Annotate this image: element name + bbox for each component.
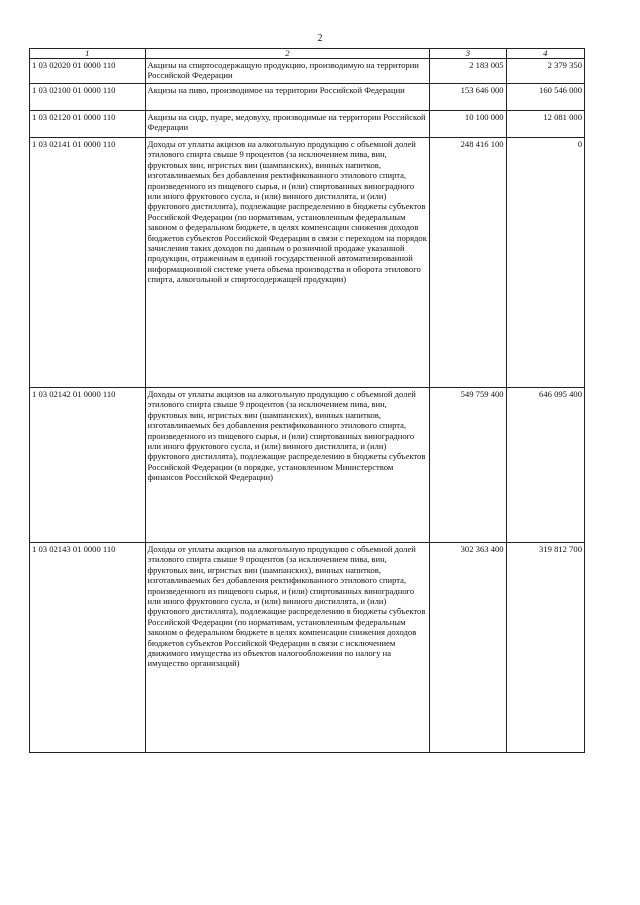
- row-value-1: 10 100 000: [430, 111, 506, 138]
- row-description: Акцизы на спиртосодержащую продукцию, производимую на территории Российской Федерации: [145, 59, 430, 84]
- table-row: [30, 543, 585, 753]
- row-code: 1 03 02142 01 0000 110: [30, 388, 146, 543]
- row-value-1: 248 416 100: [430, 138, 506, 388]
- table-row: [30, 111, 585, 138]
- row-value-2: 319 812 700: [506, 543, 584, 753]
- table-row: [30, 84, 585, 111]
- page-number: 2: [317, 33, 323, 44]
- row-description: Акцизы на пиво, производимое на территории Российской Федерации: [145, 84, 430, 111]
- row-code: 1 03 02100 01 0000 110: [30, 84, 146, 111]
- row-description: Доходы от уплаты акцизов на алкогольную продукцию с объемной долей этилового спирта свыше 9 процентов (за исключением пива, вин, фруктовых вин, игристых вин (шампанских), винных напитков, изготавливаемых без добавления ректификованного этилового спирта, произведенного из пищевого сырья, и (или) спиртованных виноградного или иного фруктового сусла, и (или) винного дистиллята, и (или) фруктового дистиллята), подлежащие распределению в бюджеты субъектов Российской Федерации (по нормативам, установленным федеральным законом о федеральном бюджете, в целях компенсации снижения доходов бюджетов субъектов Российской Федерации в связи с переходом на порядок зачисления таких доходов по данным о розничной продаже указанной продукции, отраженным в единой государственной автоматизированной информационной системе учета объема производства и оборота этилового спирта, алкогольной и спиртосодержащей продукции): [145, 138, 430, 388]
- row-code: 1 03 02120 01 0000 110: [30, 111, 146, 138]
- row-value-2: 2 379 350: [506, 59, 584, 84]
- table-header-row: [30, 49, 585, 59]
- row-value-1: 302 363 400: [430, 543, 506, 753]
- row-code: 1 03 02020 01 0000 110: [30, 59, 146, 84]
- row-value-1: 153 646 000: [430, 84, 506, 111]
- table-row: [30, 388, 585, 543]
- row-value-2: 12 081 000: [506, 111, 584, 138]
- row-value-1: 549 759 400: [430, 388, 506, 543]
- table-row: [30, 138, 585, 388]
- row-code: 1 03 02143 01 0000 110: [30, 543, 146, 753]
- row-value-2: 646 095 400: [506, 388, 584, 543]
- row-value-2: 0: [506, 138, 584, 388]
- row-code: 1 03 02141 01 0000 110: [30, 138, 146, 388]
- column-header-value-2: 4: [506, 49, 584, 59]
- row-description: Доходы от уплаты акцизов на алкогольную продукцию с объемной долей этилового спирта свыше 9 процентов (за исключением пива, вин, фруктовых вин, игристых вин (шампанских), винных напитков, изготавливаемых без добавления ректификованного этилового спирта, произведенного из пищевого сырья, и (или) спиртованных виноградного или иного фруктового сусла, и (или) винного дистиллята, и (или) фруктового дистиллята), подлежащие распределению в бюджеты субъектов Российской Федерации (по нормативам, установленным федеральным законом о федеральном бюджете в целях компенсации снижения доходов бюджетов субъектов Российской Федерации в связи с исключением движимого имущества из объектов налогообложения по налогу на имущество организаций): [145, 543, 430, 753]
- row-description: Доходы от уплаты акцизов на алкогольную продукцию с объемной долей этилового спирта свыше 9 процентов (за исключением пива, вин, фруктовых вин, игристых вин (шампанских), винных напитков, изготавливаемых без добавления ректификованного этилового спирта, произведенного из пищевого сырья, и (или) спиртованных виноградного или иного фруктового сусла, и (или) винного дистиллята, и (или) фруктового дистиллята), подлежащие распределению в бюджеты субъектов Российской Федерации (в порядке, установленном Министерством финансов Российской Федерации): [145, 388, 430, 543]
- row-value-2: 160 546 000: [506, 84, 584, 111]
- table-row: [30, 59, 585, 84]
- column-header-code: 1: [30, 49, 146, 59]
- column-header-description: 2: [145, 49, 430, 59]
- column-header-value-1: 3: [430, 49, 506, 59]
- revenue-table: [29, 48, 585, 753]
- row-value-1: 2 183 005: [430, 59, 506, 84]
- row-description: Акцизы на сидр, пуаре, медовуху, производимые на территории Российской Федерации: [145, 111, 430, 138]
